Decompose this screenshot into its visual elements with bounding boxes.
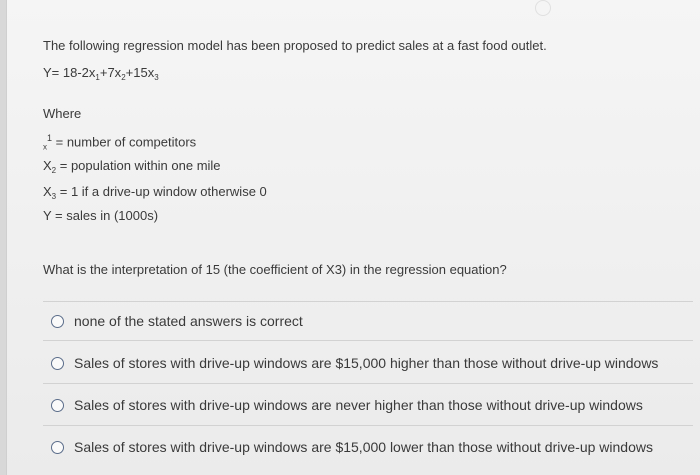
answer-option-label: Sales of stores with drive-up windows are $15,000 higher than those without drive-up windows (74, 355, 659, 371)
definition-x2-var: X (43, 158, 52, 173)
definition-x1-text: = number of competitors (52, 134, 197, 150)
definition-x1 (43, 133, 196, 151)
definition-x2 (43, 158, 221, 175)
answer-option-1[interactable] (43, 304, 693, 338)
answer-option-4[interactable] (43, 430, 693, 464)
faint-circle-mark (535, 0, 551, 16)
question-card (6, 0, 700, 475)
question-text: What is the interpretation of 15 (the coefficient of X3) in the regression equation? (43, 262, 507, 277)
divider (43, 301, 693, 302)
definition-x3-var: X (43, 184, 52, 199)
question-intro: The following regression model has been proposed to predict sales at a fast food outlet. (43, 38, 547, 53)
equation-sub-3: 3 (154, 73, 159, 82)
equation-sub-1: 1 (95, 73, 100, 82)
definition-y-text: = sales in (1000s) (51, 208, 159, 223)
answer-option-label: Sales of stores with drive-up windows are $15,000 lower than those without drive-up windows (74, 439, 653, 455)
equation-term-2: +7x (99, 65, 122, 80)
definition-y-var: Y (43, 208, 52, 223)
answer-option-label: none of the stated answers is correct (74, 313, 303, 329)
divider (43, 425, 693, 426)
radio-button-icon[interactable] (51, 399, 64, 412)
definition-x3-sub: 3 (51, 192, 57, 201)
equation-sub-2: 2 (121, 73, 126, 82)
answer-option-label: Sales of stores with drive-up windows are never higher than those without drive-up windows (74, 397, 643, 413)
equation-lead: Y= 18-2x (43, 65, 96, 80)
divider (43, 340, 693, 341)
radio-button-icon[interactable] (51, 441, 64, 454)
divider (43, 383, 693, 384)
where-label: Where (43, 106, 82, 121)
definition-x1-sub: 1 (47, 133, 53, 143)
answer-option-2[interactable] (43, 346, 693, 380)
definition-x2-text: = population within one mile (56, 158, 221, 173)
definition-x3 (43, 184, 267, 201)
definition-x2-sub: 2 (51, 166, 57, 175)
definition-x1-var: x (43, 142, 47, 152)
answer-option-3[interactable] (43, 388, 693, 422)
radio-button-icon[interactable] (51, 357, 64, 370)
equation-term-3: +15x (125, 65, 155, 80)
definition-y (43, 208, 158, 223)
regression-equation (43, 65, 159, 82)
definition-x3-text: = 1 if a drive-up window otherwise 0 (56, 184, 267, 199)
radio-button-icon[interactable] (51, 315, 64, 328)
